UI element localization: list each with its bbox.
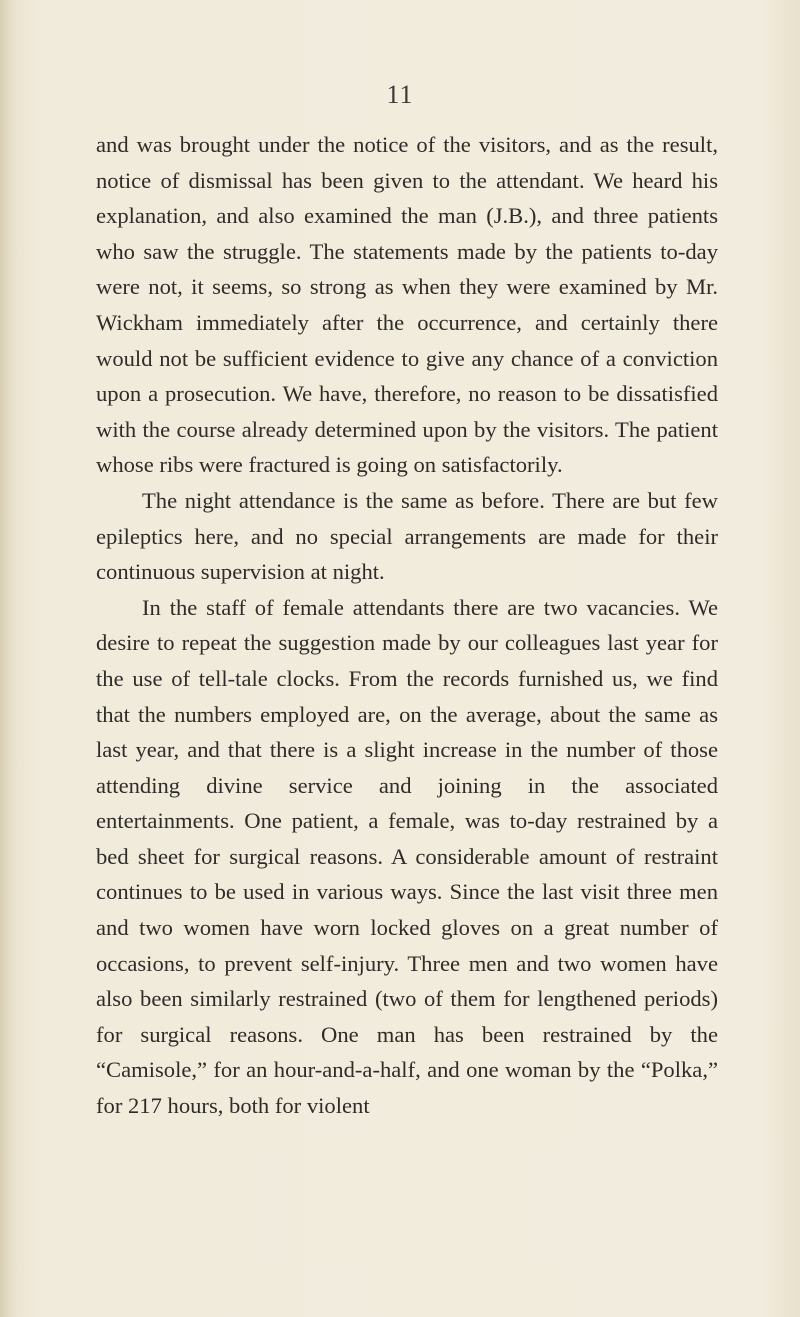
page-number: 11 xyxy=(386,80,414,109)
paragraph-2: The night attendance is the same as before. There are but few epileptics here, and no special arrangements are made for their continuous supervision at night. xyxy=(96,487,718,585)
paragraph-3: In the staff of female attendants there are two vacancies. We desire to repeat the suggestion made by our colleagues last year for the use of tell-tale clocks. From the records furnished us, we find that the numbers employed are, on the average, about the same as last year, and that there is a slight increase in the number of those attending divine service and joining in the associated entertainments. One patient, a female, was to-day restrained by a bed sheet for surgical reasons. A considerable amount of restraint continues to be used in various ways. Since the last visit three men and two women have worn locked gloves on a great number of occasions, to prevent self-injury. Three men and two women have also been similarly restrained (two of them for lengthened periods) for surgical reasons. One man has been restrained by the “Camisole,” for an hour-and-a-half, and one woman by the “Polka,” for 217 hours, both for violent xyxy=(96,594,718,1119)
page-edge-shadow xyxy=(0,0,18,1317)
body-text xyxy=(96,127,718,1124)
paragraph-1: and was brought under the notice of the visitors, and as the result, notice of dismissal has been given to the attendant. We heard his explanation, and also examined the man (J.B.), and three patients who saw the struggle. The statements made by the patients to-day were not, it seems, so strong as when they were examined by Mr. Wickham immediately after the occurrence, and certainly there would not be sufficient evidence to give any chance of a conviction upon a prosecution. We have, therefore, no reason to be dissatisfied with the course already determined upon by the visitors. The patient whose ribs were fractured is going on satisfactorily. xyxy=(96,132,718,478)
